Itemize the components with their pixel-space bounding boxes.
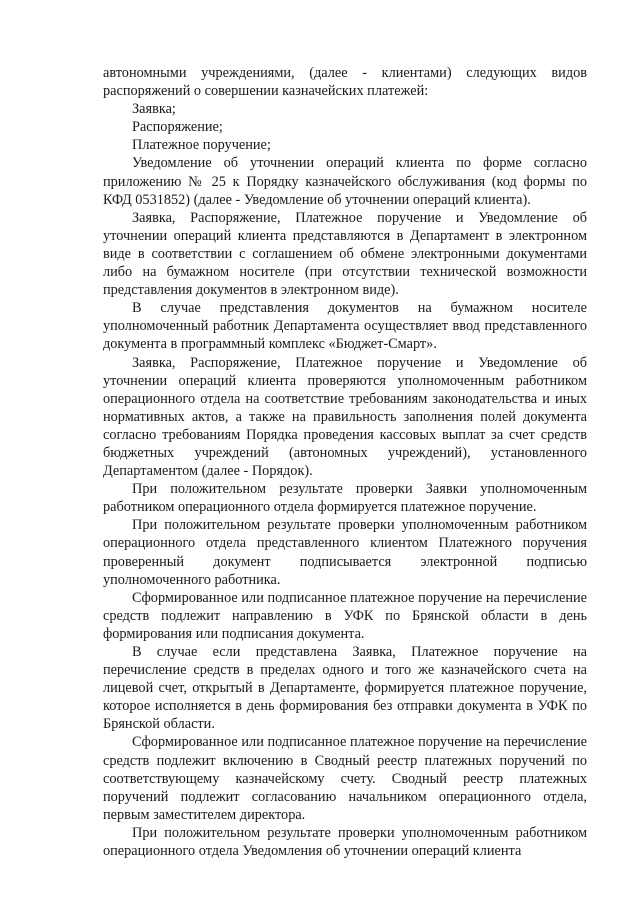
list-item-rasporyazhenie: Распоряжение; <box>132 119 223 136</box>
paragraph-verification: Заявка, Распоряжение, Платежное поручение и Уведомление об уточнении операций клиента проверяются уполномоченным работником операционного отдела на соответствие требованиям законодательства и иных нормативных актов, а также на правильность заполнения полей документа согласно требованиям Порядка проведения кассовых выплат за счет средств бюджетных учреждений (автономных учреждений), установленного Департаментом (далее - Порядок). <box>103 354 587 480</box>
paragraph-poruchenie-result: При положительном результате проверки уполномоченным работником операционного отдела представленного клиентом Платежного поручения проверенный документ подписывается электронной подписью уполномоченного работника. <box>103 517 587 588</box>
paragraph-registry: Сформированное или подписанное платежное поручение на перечисление средств подлежит включению в Сводный реестр платежных поручений по соответствующему казначейскому счету. Сводный реестр платежных поручений подлежит согласованию начальником операционного отдела, первым заместителем директора. <box>103 734 587 823</box>
list-item-uvedomlenie: Уведомление об уточнении операций клиента по форме согласно приложению № 25 к Порядку казначейского обслуживания (код формы по КФД 0531852) (далее - Уведомление об уточнении операций клиента). <box>103 155 587 208</box>
list-item-platezhnoe-poruchenie: Платежное поручение; <box>132 137 271 154</box>
paragraph-internal-transfer: В случае если представлена Заявка, Платежное поручение на перечисление средств в пределах одного и того же казначейского счета на лицевой счет, открытый в Департаменте, формируется платежное поручение, которое исполняется в день формирования без отправки документа в УФК по Брянской области. <box>103 644 587 733</box>
paragraph-intro: автономными учреждениями, (далее - клиентами) следующих видов распоряжений о совершении казначейских платежей: <box>103 65 587 100</box>
paragraph-sending: Сформированное или подписанное платежное поручение на перечисление средств подлежит направлению в УФК по Брянской области в день формирования или подписания документа. <box>103 589 587 642</box>
list-item-zayavka: Заявка; <box>132 101 176 118</box>
document-body <box>103 64 587 860</box>
paragraph-zayavka-result: При положительном результате проверки Заявки уполномоченным работником операционного отдела формируется платежное поручение. <box>103 481 587 516</box>
paragraph-uvedomlenie-result: При положительном результате проверки уполномоченным работником операционного отдела Уведомления об уточнении операций клиента <box>103 824 587 860</box>
paragraph-paper-input: В случае представления документов на бумажном носителе уполномоченный работник Департамента осуществляет ввод представленного документа в программный комплекс «Бюджет-Смарт». <box>103 300 587 353</box>
paragraph-submission: Заявка, Распоряжение, Платежное поручение и Уведомление об уточнении операций клиента представляются в Департамент в электронном виде в соответствии с соглашением об обмене электронными документами либо на бумажном носителе (при отсутствии технической возможности представления документов в электронном виде). <box>103 209 587 299</box>
